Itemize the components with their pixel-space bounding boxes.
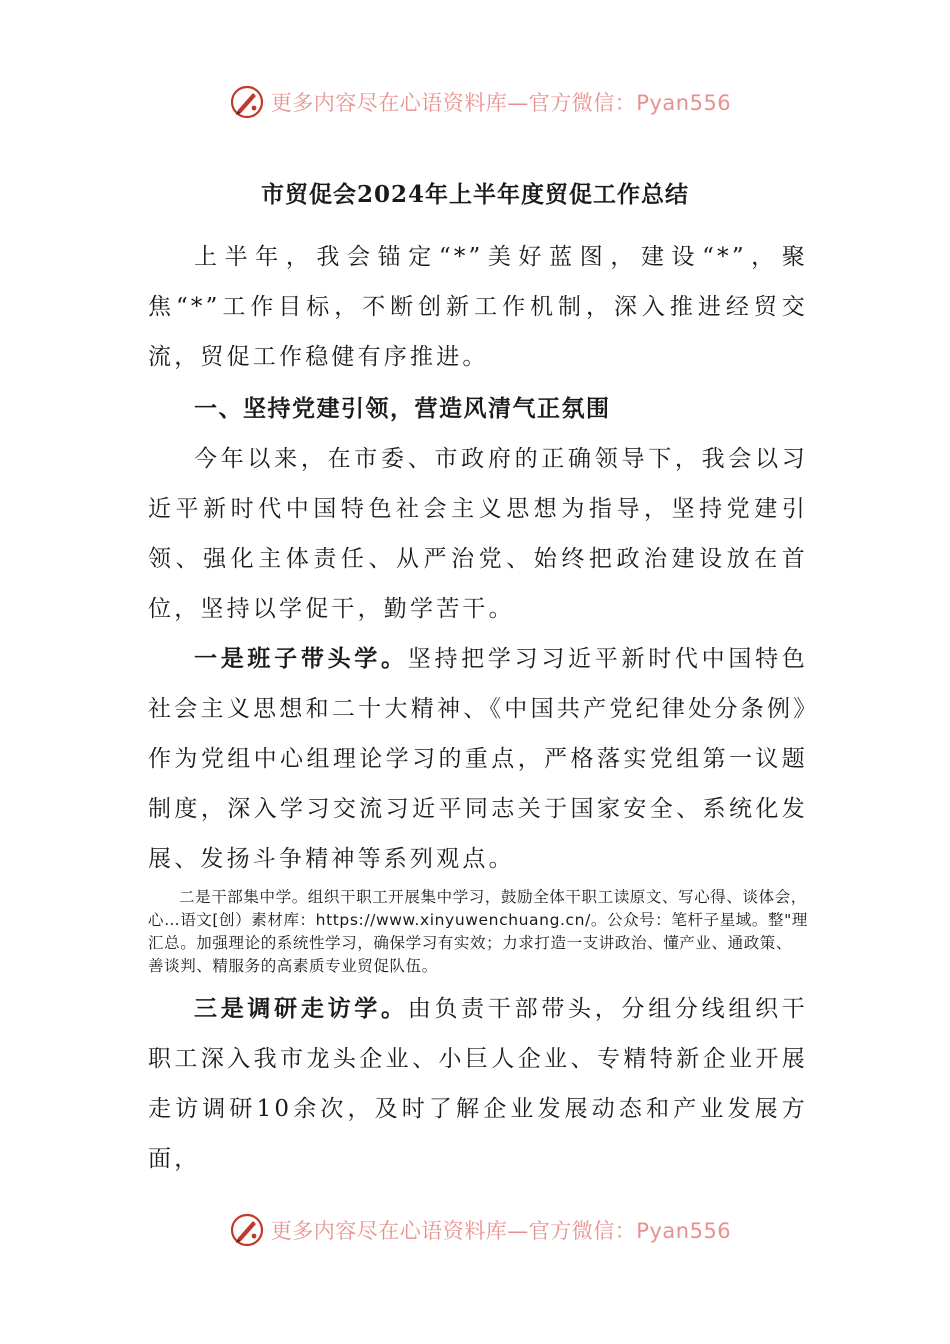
document-title: 市贸促会2024年上半年度贸促工作总结 <box>260 181 689 208</box>
watermark-text: 更多内容尽在心语资料库—官方微信：Pyan556 <box>270 91 732 115</box>
watermark-banner-top <box>0 82 950 122</box>
item1-paragraph <box>148 634 808 884</box>
item3-paragraph <box>148 984 808 1184</box>
pen-logo-icon <box>229 84 265 120</box>
item1-lead: 一是班子带头学。 <box>194 645 408 672</box>
section1-paragraph: 今年以来，在市委、市政府的正确领导下，我会以习近平新时代中国特色社会主义思想为指导，坚持党建引领、强化主体责任、从严治党、始终把政治建设放在首位，坚持以学促干，勤学苦干。 <box>148 446 808 622</box>
section-heading: 一、坚持党建引领，营造风清气正氛围 <box>194 395 611 422</box>
item3-block <box>148 984 808 1184</box>
watermark-text: 更多内容尽在心语资料库—官方微信：Pyan556 <box>270 1219 732 1243</box>
item1-text: 坚持把学习习近平新时代中国特色社会主义思想和二十大精神、《中国共产党纪律处分条例》作为党组中心组理论学习的重点，严格落实党组第一议题制度，深入学习交流习近平同志关于国家安全、系统化发展、发扬斗争精神等系列观点。 <box>148 646 808 872</box>
item1-block <box>148 634 808 884</box>
watermark-banner-bottom <box>0 1210 950 1250</box>
intro-paragraph: 上半年，我会锚定“*”美好蓝图，建设“*”，聚焦“*”工作目标，不断创新工作机制，深入推进经贸交流，贸促工作稳健有序推进。 <box>148 244 808 370</box>
item3-text: 由负责干部带头，分组分线组织干职工深入我市龙头企业、小巨人企业、专精特新企业开展走访调研10余次，及时了解企业发展动态和产业发展方面， <box>148 996 808 1172</box>
section1-text-block <box>148 434 808 634</box>
item3-lead: 三是调研走访学。 <box>194 995 408 1022</box>
intro-block <box>148 232 808 382</box>
item2-block <box>148 886 808 978</box>
section1-block <box>148 384 808 434</box>
item2-paragraph: 二是干部集中学。组织干职工开展集中学习，鼓励全体干职工读原文、写心得、谈体会，心…语文[创）素材库：https://www.xinyuwenchuang.cn/。公众号：笔杆子星域。整"理汇总。加强理论的系统性学习，确保学习有实效；力求打造一支讲政治、懂产业、通政策、善谈判、精服务的高素质专业贸促队伍。 <box>148 888 808 975</box>
pen-logo-icon <box>229 1212 265 1248</box>
